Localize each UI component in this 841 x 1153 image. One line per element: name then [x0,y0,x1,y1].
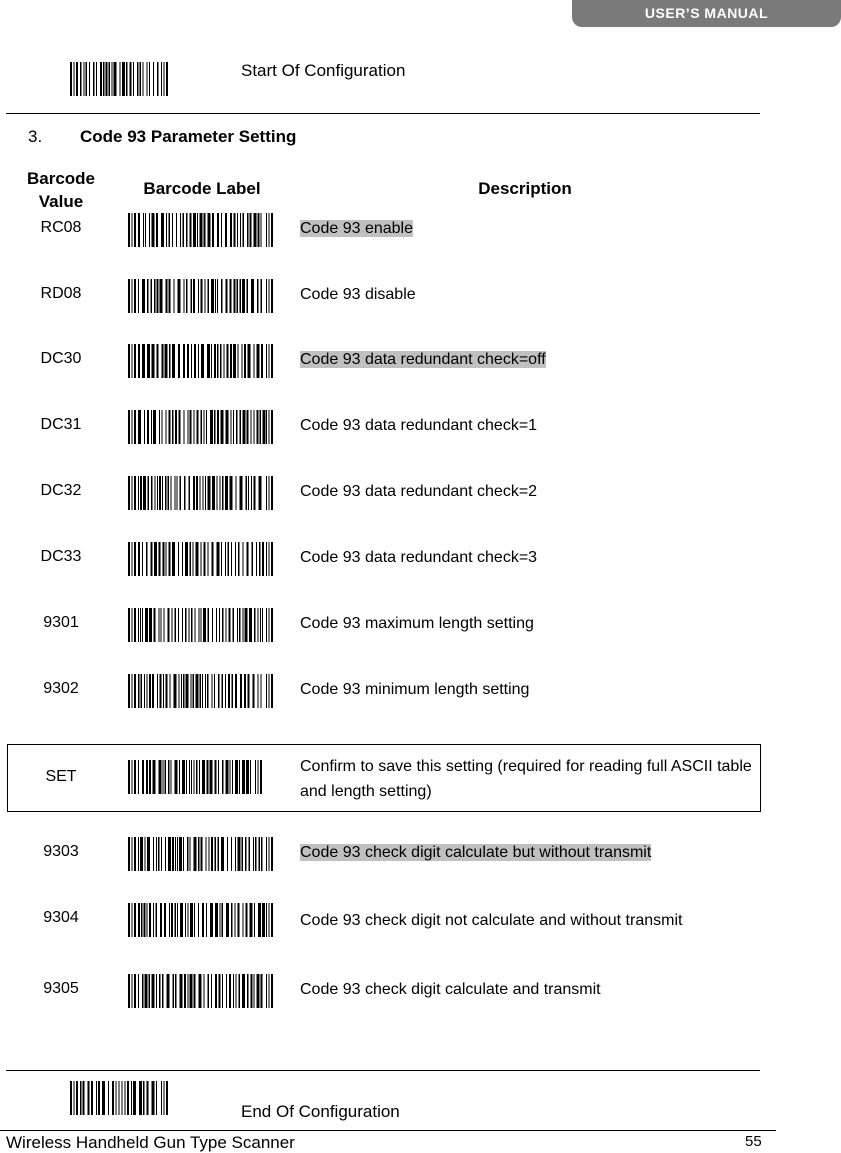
divider-top [6,113,760,114]
footer-title: Wireless Handheld Gun Type Scanner [6,1133,295,1152]
barcode-value-dc30: DC30 [40,350,82,367]
start-config-barcode [70,62,168,96]
description-text: Code 93 data redundant check=off [300,351,546,368]
barcode-value-9305: 9305 [43,980,79,997]
barcode-dc30 [128,344,273,378]
barcode-value-dc31: DC31 [40,416,82,433]
barcode-value-dc32: DC32 [40,482,82,499]
barcode-9301 [128,608,273,642]
description-dc30 [300,347,546,372]
description-set: Confirm to save this setting (required for reading full ASCII table and length setting) [300,758,752,800]
description-text: Code 93 check digit calculate but without transmit [300,844,652,861]
barcode-dc33 [128,542,273,576]
page-number: 55 [745,1133,762,1150]
description-rc08 [300,216,413,241]
footer-rule [0,1130,776,1131]
barcode-dc32 [128,476,273,510]
column-header-value: Barcode Value [26,169,96,211]
barcode-value-rd08: RD08 [40,285,82,302]
description-text: Code 93 disable [300,286,416,303]
description-text: Code 93 data redundant check=3 [300,549,538,566]
column-header-description: Description [478,179,572,198]
start-config-label: Start Of Configuration [241,61,406,80]
barcode-rc08 [128,213,273,247]
column-header-label: Barcode Label [143,179,261,198]
barcode-9303 [128,837,273,871]
barcode-9304 [128,903,273,937]
description-rd08 [300,282,416,307]
description-9301 [300,611,534,636]
end-config-barcode [70,1081,168,1115]
description-9303 [300,840,651,865]
barcode-9305 [128,974,273,1008]
description-text: Code 93 maximum length setting [300,615,534,632]
manual-header-tab: USER’S MANUAL [572,0,841,27]
barcode-set [128,760,262,794]
description-9304 [300,908,720,933]
barcode-value-rc08: RC08 [40,219,82,236]
barcode-value-set: SET [45,768,77,785]
barcode-rd08 [128,279,273,313]
description-text: Code 93 enable [300,220,413,237]
barcode-value-9302: 9302 [43,680,79,697]
barcode-value-9303: 9303 [43,843,79,860]
description-dc32 [300,479,537,504]
description-9305 [300,977,601,1002]
description-text: Code 93 check digit not calculate and without transmit [300,912,683,929]
description-text: Code 93 data redundant check=2 [300,483,538,500]
section-heading [28,127,296,147]
end-config-label: End Of Configuration [241,1102,400,1121]
description-9302 [300,677,529,702]
section-title: Code 93 Parameter Setting [80,127,297,146]
description-text: Code 93 data redundant check=1 [300,417,538,434]
description-text: Code 93 check digit calculate and transmit [300,981,601,998]
section-number: 3. [28,127,43,146]
barcode-dc31 [128,410,273,444]
barcode-value-dc33: DC33 [40,548,82,565]
barcode-value-9301: 9301 [43,614,79,631]
divider-bottom [6,1070,760,1071]
barcode-9302 [128,674,273,708]
barcode-value-9304: 9304 [43,909,79,926]
description-text: Code 93 minimum length setting [300,681,530,698]
description-dc33 [300,545,537,570]
description-dc31 [300,413,537,438]
